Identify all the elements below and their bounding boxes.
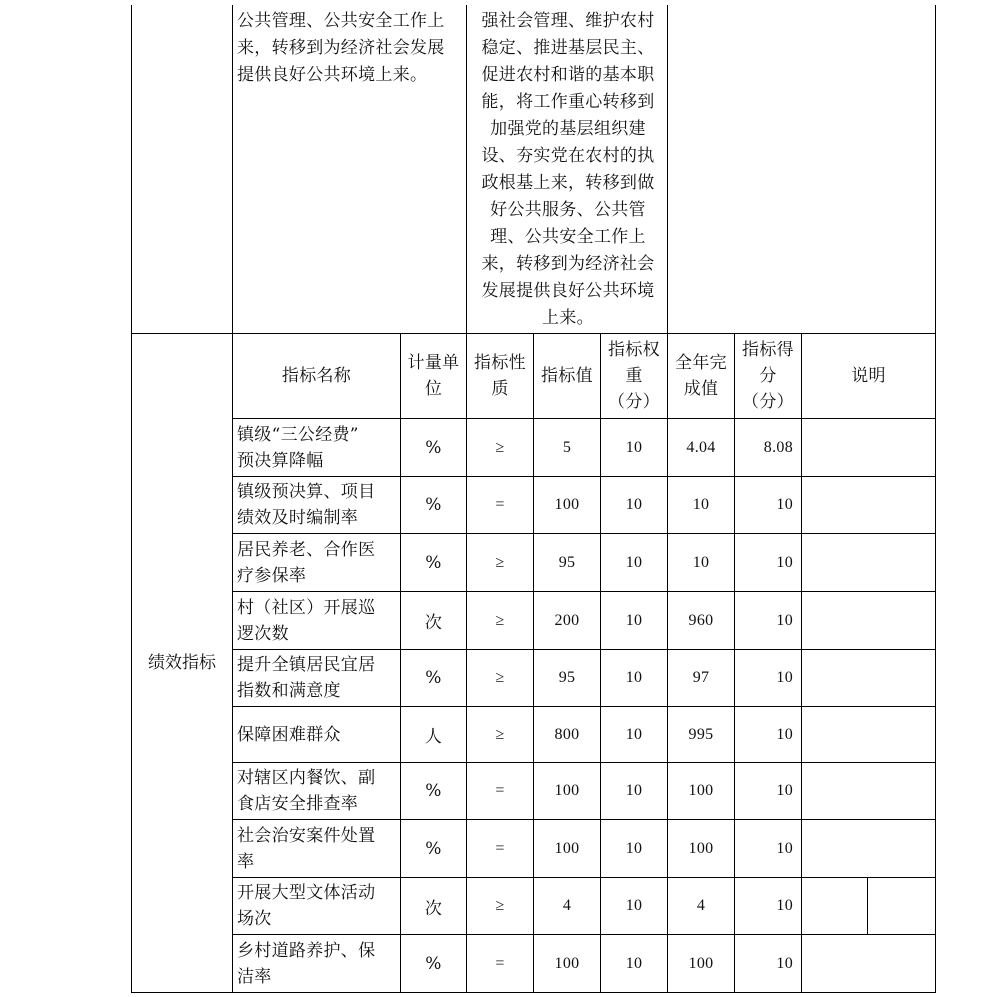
cell-weight: 10 — [625, 897, 643, 914]
cell-unit: % — [425, 953, 442, 974]
cell-value: 95 — [558, 553, 576, 571]
cell-actual: 100 — [688, 782, 714, 799]
cell-unit: % — [425, 838, 442, 859]
grid-line — [867, 877, 868, 934]
top-left-text: 公共管理、公共安全工作上 来，转移到为经济社会发展 提供良好公共环境上来。 — [237, 11, 445, 85]
cell-unit: 次 — [424, 613, 443, 633]
cell-weight: 10 — [625, 954, 643, 972]
cell-name: 对辖区内餐饮、副 食店安全排查率 — [237, 768, 376, 814]
cell-name: 提升全镇居民宜居 指数和满意度 — [237, 655, 376, 701]
cell-name: 居民养老、合作医 疗参保率 — [237, 539, 376, 586]
cell-unit: % — [425, 781, 442, 801]
grid-line — [131, 992, 936, 993]
cell-name: 乡村道路养护、保 洁率 — [237, 940, 376, 987]
cell-nature: ≥ — [495, 611, 505, 629]
cell-actual: 4 — [696, 897, 706, 914]
cell-value: 100 — [554, 839, 580, 857]
cell-nature: ≥ — [495, 725, 505, 743]
cell-score: 10 — [776, 839, 793, 857]
header-nature: 指标性 质 — [474, 353, 526, 399]
cell-nature: = — [495, 496, 505, 513]
cell-weight: 10 — [625, 496, 643, 513]
cell-unit: 次 — [424, 898, 443, 919]
cell-unit: % — [425, 552, 442, 573]
grid-line — [232, 5, 233, 993]
cell-weight: 10 — [625, 438, 643, 456]
cell-nature: ≥ — [495, 669, 505, 686]
cell-name: 村（社区）开展巡 逻次数 — [237, 597, 376, 644]
cell-score: 10 — [776, 553, 793, 571]
cell-actual: 10 — [692, 553, 710, 571]
cell-nature: ≥ — [495, 897, 505, 914]
cell-value: 200 — [554, 611, 580, 629]
header-unit: 计量单 位 — [407, 353, 460, 399]
top-right-text: 强社会管理、维护农村 稳定、推进基层民主、 促进农村和谐的基本职 能，将工作重心转移到 加强党的基层组织建 设、夯实党在农村的执 政根基上来，转移到做 好公共服务、公共管 理、公共安全工作上 来，转移到为经济社会 发展提供良好公共环境 上来。 — [481, 11, 655, 328]
cell-actual: 100 — [688, 954, 714, 972]
cell-score: 10 — [776, 496, 793, 513]
cell-score: 10 — [776, 669, 793, 686]
cell-weight: 10 — [625, 669, 643, 686]
header-actual: 全年完 成值 — [675, 353, 727, 399]
header-note: 说明 — [851, 366, 886, 386]
cell-value: 5 — [562, 438, 572, 456]
cell-nature: = — [495, 954, 505, 972]
header-score: 指标得 分 （分） — [742, 340, 794, 412]
cell-actual: 995 — [688, 725, 714, 743]
cell-weight: 10 — [625, 839, 643, 857]
cell-name: 社会治安案件处置 率 — [237, 825, 376, 872]
cell-unit: % — [425, 437, 442, 458]
cell-nature: = — [495, 839, 505, 857]
cell-score: 10 — [776, 897, 793, 914]
cell-actual: 100 — [688, 839, 714, 857]
cell-score: 10 — [776, 611, 793, 629]
header-weight: 指标权 重 （分） — [608, 340, 660, 412]
cell-weight: 10 — [625, 553, 643, 571]
cell-unit: % — [425, 668, 442, 688]
cell-value: 800 — [554, 725, 580, 743]
cell-nature: ≥ — [495, 553, 505, 571]
cell-actual: 4.04 — [686, 438, 716, 456]
cell-score: 10 — [776, 954, 793, 972]
cell-value: 4 — [562, 897, 572, 914]
cell-weight: 10 — [625, 782, 643, 799]
cell-nature: = — [495, 782, 505, 799]
cell-unit: % — [425, 495, 442, 515]
cell-name: 开展大型文体活动 场次 — [237, 883, 376, 929]
cell-score: 8.08 — [763, 438, 793, 456]
cell-weight: 10 — [625, 611, 643, 629]
cell-name: 保障困难群众 — [237, 724, 341, 745]
cell-nature: ≥ — [495, 438, 505, 456]
cell-score: 10 — [776, 782, 793, 799]
cell-value: 100 — [554, 954, 580, 972]
cell-name: 镇级预决算、项目 绩效及时编制率 — [237, 482, 376, 528]
cell-value: 95 — [558, 669, 576, 686]
header-name: 指标名称 — [281, 366, 352, 386]
cell-actual: 97 — [692, 669, 710, 686]
cell-weight: 10 — [625, 725, 643, 743]
section-label: 绩效指标 — [148, 653, 216, 673]
cell-value: 100 — [554, 496, 580, 513]
grid-line — [935, 5, 936, 993]
cell-name: 镇级“三公经费” 预决算降幅 — [237, 424, 359, 471]
grid-line — [801, 333, 802, 993]
cell-actual: 960 — [688, 611, 714, 629]
cell-unit: 人 — [424, 727, 443, 747]
cell-actual: 10 — [692, 496, 710, 513]
cell-score: 10 — [776, 725, 793, 743]
header-value: 指标值 — [541, 366, 593, 386]
cell-value: 100 — [554, 782, 580, 799]
